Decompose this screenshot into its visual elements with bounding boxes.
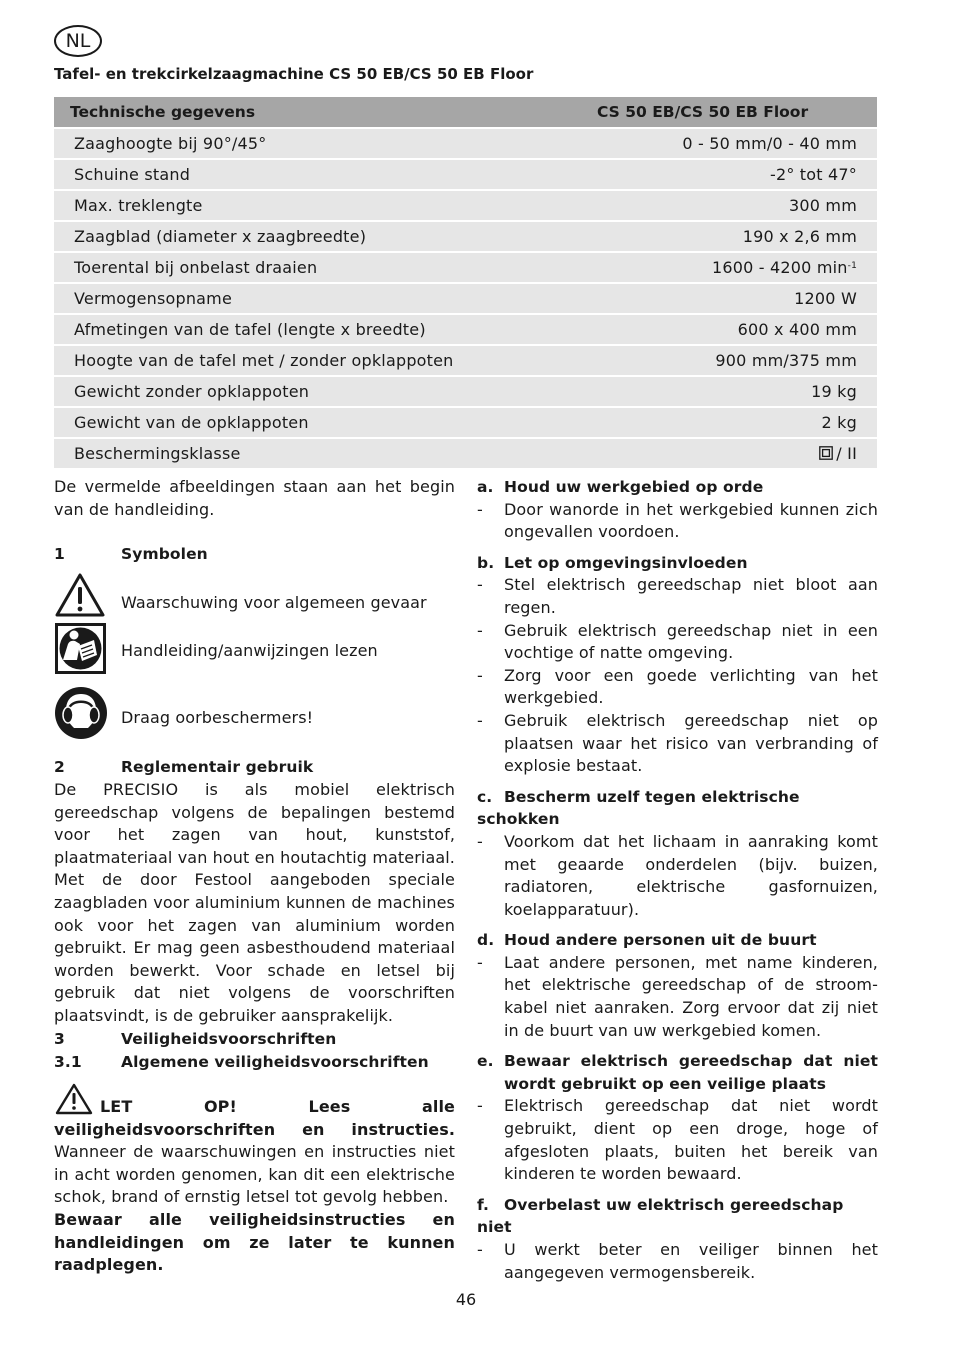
dash: - xyxy=(477,1096,483,1116)
spec-value xyxy=(597,345,877,376)
value-text: 2 kg xyxy=(821,413,857,432)
rule-b-heading xyxy=(477,552,878,575)
dash: - xyxy=(477,831,483,851)
dash: - xyxy=(477,575,483,595)
table-row xyxy=(54,345,877,376)
spec-label: Zaagblad (diameter x zaagbreedte) xyxy=(54,221,597,252)
item-text: Laat andere personen, met name kinderen, het elektrische gereedschap of de stroom-kabel niet aanraken. Zorg ervoor dat zij niet in de buurt van uw werkgebied komen. xyxy=(504,952,878,1040)
keep-instructions: Bewaar alle veiligheidsinstructies en handleidingen om ze later te kunnen raadplegen. xyxy=(54,1210,455,1275)
value-text: -2° tot 47° xyxy=(769,165,857,184)
section-3-heading xyxy=(54,1028,336,1051)
list-item xyxy=(477,499,878,544)
warning-bold: LET OP! Lees alle veiligheidsvoorschriften en instructies. xyxy=(54,1097,455,1139)
list-item xyxy=(477,1239,878,1284)
list-item xyxy=(477,710,878,778)
section-number: 3 xyxy=(54,1030,65,1048)
section-title: Veiligheidsvoorschriften xyxy=(121,1030,337,1048)
table-row xyxy=(54,376,877,407)
symbol-warning-label: Waarschuwing voor algemeen gevaar xyxy=(121,593,427,612)
right-column xyxy=(477,476,878,1284)
spec-value xyxy=(597,314,877,345)
section-title: Reglementair gebruik xyxy=(121,758,314,776)
dash: - xyxy=(477,499,483,519)
value-text: / II xyxy=(836,444,857,463)
section-number: 1 xyxy=(54,545,65,563)
spec-value xyxy=(597,252,877,283)
header-cell-label: Technische gegevens xyxy=(54,97,597,128)
section-3-1-heading xyxy=(54,1051,429,1074)
dash: - xyxy=(477,952,483,972)
value-text: 1600 - 4200 min xyxy=(711,258,848,277)
table-row xyxy=(54,159,877,190)
ear-protection-icon xyxy=(54,686,108,744)
dash: - xyxy=(477,1240,483,1259)
spec-label: Gewicht van de opklappoten xyxy=(54,407,597,438)
table-row xyxy=(54,283,877,314)
intro-text: De vermelde afbeeldingen staan aan het begin van de handleiding. xyxy=(54,477,455,519)
rule-e-heading xyxy=(477,1050,878,1095)
list-item xyxy=(477,952,878,1042)
spec-value xyxy=(597,128,877,159)
rule-title: Bewaar elektrisch gereedschap dat niet wordt gebruikt op een veilige plaats xyxy=(504,1052,878,1093)
spec-value xyxy=(597,376,877,407)
spec-label: Hoogte van de tafel met / zonder opklappoten xyxy=(54,345,597,376)
rule-title: Overbelast uw elektrisch gereedschap niet xyxy=(477,1195,844,1237)
table-row xyxy=(54,438,877,469)
header-cell-model: CS 50 EB/CS 50 EB Floor xyxy=(597,97,877,128)
spec-label: Schuine stand xyxy=(54,159,597,190)
table-row xyxy=(54,128,877,159)
value-text: 190 x 2,6 mm xyxy=(742,227,857,246)
protection-class-icon xyxy=(819,444,836,463)
item-text: U werkt beter en veiliger binnen het aangegeven vermogensbereik. xyxy=(504,1240,878,1282)
value-superscript: -1 xyxy=(847,261,857,271)
item-text: Stel elektrisch gereedschap niet bloot aan regen. xyxy=(504,575,878,617)
spec-label: Afmetingen van de tafel (lengte x breedte) xyxy=(54,314,597,345)
table-row xyxy=(54,252,877,283)
section-number: 3.1 xyxy=(54,1053,82,1071)
warning-paragraph xyxy=(54,1096,455,1209)
rule-letter: d. xyxy=(477,931,495,950)
list-item xyxy=(477,831,878,921)
spec-label: Zaaghoogte bij 90°/45° xyxy=(54,128,597,159)
rule-a-heading xyxy=(477,476,878,499)
warning-text: Wanneer de waarschuwingen en instructies niet in acht worden genomen, kan dit een elektrische schok, brand of ernstig letsel tot gevolg hebben. xyxy=(54,1142,455,1207)
spec-value xyxy=(597,407,877,438)
list-item xyxy=(477,620,878,665)
section-1-heading xyxy=(54,543,208,566)
dash: - xyxy=(477,665,483,685)
spec-label: Gewicht zonder opklappoten xyxy=(54,376,597,407)
read-manual-icon xyxy=(54,622,107,679)
rule-letter: a. xyxy=(477,478,494,496)
rule-c-heading xyxy=(477,786,878,831)
section-title: Symbolen xyxy=(121,545,208,563)
spec-label: Vermogensopname xyxy=(54,283,597,314)
spec-value xyxy=(597,221,877,252)
spec-label: Beschermingsklasse xyxy=(54,438,597,469)
table-row xyxy=(54,407,877,438)
value-text: 300 mm xyxy=(789,196,857,215)
spec-value xyxy=(597,438,877,469)
symbol-ear-label: Draag oorbeschermers! xyxy=(121,708,314,727)
spec-value xyxy=(597,190,877,221)
value-text: 1200 W xyxy=(794,289,857,308)
rule-letter: f. xyxy=(477,1195,489,1214)
page-number: 46 xyxy=(455,1290,477,1309)
value-text: 600 x 400 mm xyxy=(737,320,857,339)
rule-title: Bescherm uzelf tegen elektrische schokken xyxy=(477,787,800,829)
section-title: Algemene veiligheidsvoorschriften xyxy=(121,1053,429,1071)
spec-value xyxy=(597,159,877,190)
language-badge: NL xyxy=(54,25,102,57)
rule-letter: e. xyxy=(477,1052,494,1071)
item-text: Voorkom dat het lichaam in aanraking komt met geaarde onderdelen (bijv. buizen, radiatoren, elektrische gasfornuizen, koelapparatuur). xyxy=(504,831,878,919)
list-item xyxy=(477,574,878,619)
value-text: 0 - 50 mm/0 - 40 mm xyxy=(682,134,857,153)
spec-label: Toerental bij onbelast draaien xyxy=(54,252,597,283)
value-text: 900 mm/375 mm xyxy=(715,351,857,370)
section-2-heading xyxy=(54,756,313,779)
rule-f-heading xyxy=(477,1194,878,1239)
item-text: Elektrisch gereedschap dat niet wordt gebruikt, dient op een droge, hoge of afgesloten plaats, buiten het bereik van kinderen te worden bewaard. xyxy=(504,1096,878,1184)
dash: - xyxy=(477,620,483,640)
item-text: Gebruik elektrisch gereedschap niet op plaatsen waar het risico van verbranding of explosie bestaat. xyxy=(504,710,878,776)
table-row xyxy=(54,221,877,252)
spec-table xyxy=(54,97,877,470)
dash: - xyxy=(477,710,483,730)
section-2-text: De PRECISIO is als mobiel elektrisch gereedschap volgens de bepalingen bestemd voor het zagen van hout, kunststof, plaatmateriaal van hout en houtachtig materiaal. Met de door Festool aangeboden speciale zaagbladen voor aluminium kunnen de machines ook voor het zagen van aluminium worden gebruikt. Er mag geen asbesthoudend materiaal worden bewerkt. Voor schade en letsel bij gebruik dat niet volgens de voorschriften plaatsvindt, is de gebruiker aansprakelijk. xyxy=(54,780,455,1025)
table-header-row xyxy=(54,97,877,128)
list-item xyxy=(477,665,878,710)
item-text: Gebruik elektrisch gereedschap niet in een vochtige of natte omgeving. xyxy=(504,620,878,663)
rule-title: Let op omgevingsinvloeden xyxy=(504,553,748,572)
rule-title: Houd andere personen uit de buurt xyxy=(504,931,817,950)
symbol-manual-label: Handleiding/aanwijzingen lezen xyxy=(121,641,378,660)
rule-letter: c. xyxy=(477,787,493,806)
list-item xyxy=(477,1095,878,1185)
warning-triangle-icon xyxy=(54,572,106,622)
section-number: 2 xyxy=(54,758,65,776)
table-row xyxy=(54,314,877,345)
rule-d-heading xyxy=(477,929,878,952)
table-row xyxy=(54,190,877,221)
value-text: 19 kg xyxy=(811,382,857,401)
rule-letter: b. xyxy=(477,553,495,572)
item-text: Door wanorde in het werkgebied kunnen zich ongevallen voordoen. xyxy=(504,499,878,542)
spec-value xyxy=(597,283,877,314)
document-title: Tafel- en trekcirkelzaagmachine CS 50 EB/CS 50 EB Floor xyxy=(54,65,534,83)
rule-title: Houd uw werkgebied op orde xyxy=(504,478,764,496)
item-text: Zorg voor een goede verlichting van het werkgebied. xyxy=(504,665,878,708)
spec-label: Max. treklengte xyxy=(54,190,597,221)
